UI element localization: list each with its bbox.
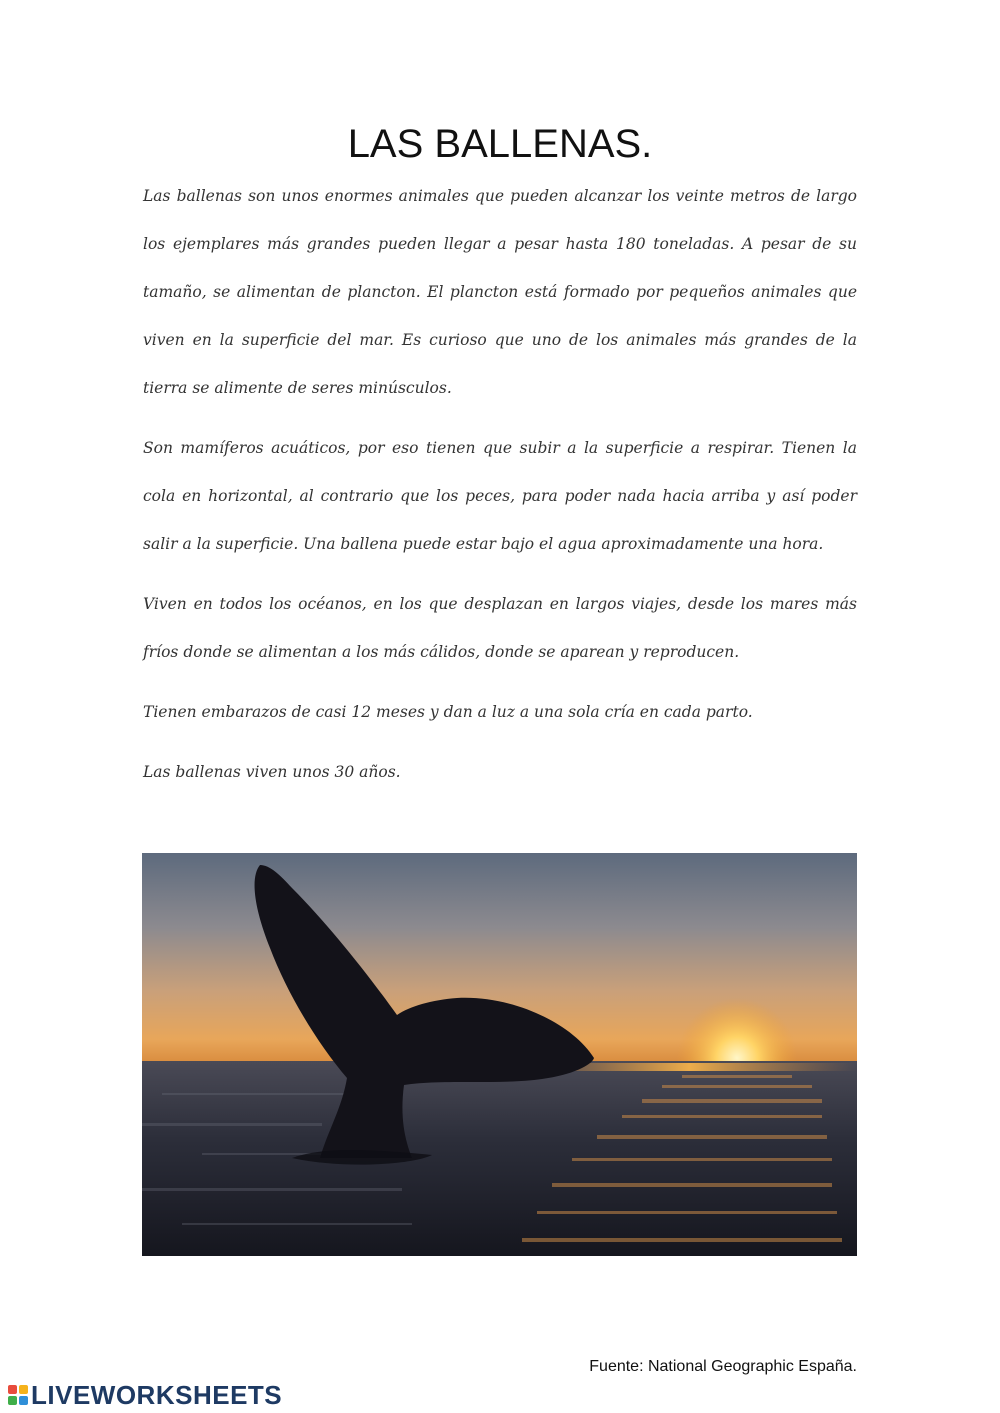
liveworksheets-logo[interactable]	[8, 1381, 282, 1409]
whale-tail-photo	[142, 853, 857, 1256]
paragraph-reproduction: Tienen embarazos de casi 12 meses y dan a luz a una sola cría en cada parto.	[143, 703, 753, 721]
page-title: LAS BALLENAS.	[347, 122, 653, 166]
paragraph-breathing: Son mamíferos acuáticos, por eso tienen que subir a la superficie a respirar. Tienen la cola en horizontal, al contrario que los peces, para poder nada hacia arriba y así poder salir a la superficie. Una ballena puede estar bajo el agua aproximadamente una hora.	[143, 439, 857, 553]
paragraph-diet: Las ballenas son unos enormes animales que pueden alcanzar los veinte metros de largo los ejemplares más grandes pueden llegar a pesar hasta 180 toneladas. A pesar de su tamaño, se alimentan de plancton. El plancton está formado por pequeños animales que viven en la superficie del mar. Es curioso que uno de los animales más grandes de la tierra se alimente de seres minúsculos.	[143, 187, 857, 397]
brand-name: LIVEWORKSHEETS	[31, 1379, 283, 1410]
article-body	[143, 172, 857, 796]
logo-blocks-icon	[8, 1385, 28, 1405]
paragraph-habitat: Viven en todos los océanos, en los que desplazan en largos viajes, desde los mares más fríos donde se alimentan a los más cálidos, donde se aparean y reproducen.	[143, 595, 857, 661]
source-citation: Fuente: National Geographic España.	[589, 1358, 857, 1375]
paragraph-lifespan: Las ballenas viven unos 30 años.	[143, 763, 401, 781]
